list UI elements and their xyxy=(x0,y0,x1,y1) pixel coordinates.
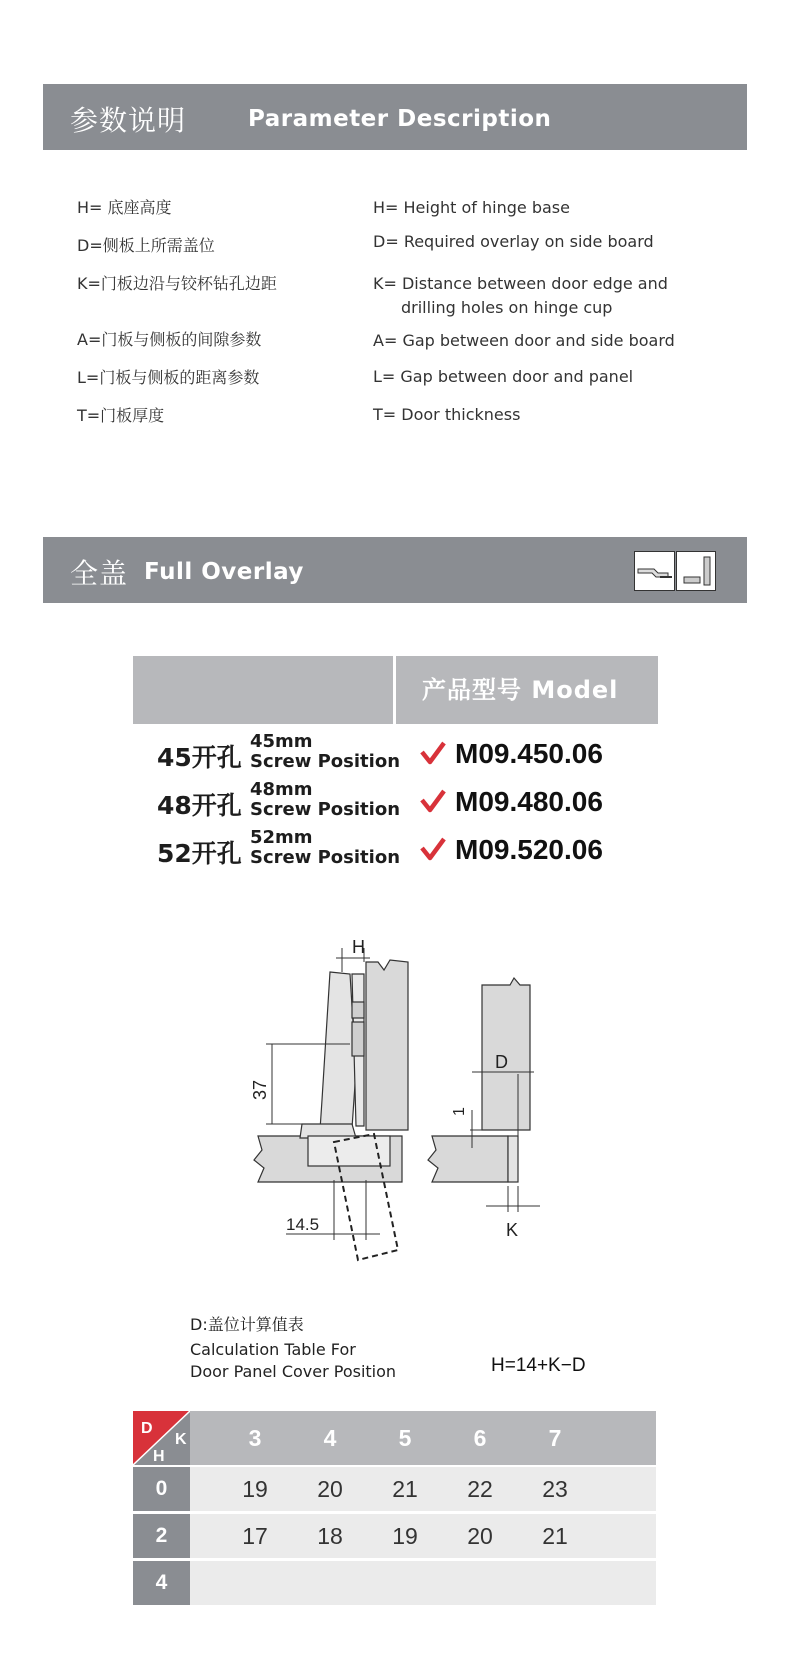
screw-position-cn: 45开孔 xyxy=(157,743,242,772)
hinge-diagram xyxy=(240,925,550,1265)
h-value: 4 xyxy=(133,1561,190,1605)
model-header: 产品型号 Model xyxy=(396,656,658,724)
d-value: 19 xyxy=(242,1476,268,1502)
k-value: 3 xyxy=(248,1425,262,1451)
side-panel xyxy=(366,960,408,1130)
param-en-k-cont: drilling holes on hinge cup xyxy=(401,298,613,317)
param-cn-h: H= 底座高度 xyxy=(77,198,172,217)
k-value: 7 xyxy=(548,1425,562,1451)
dim-h-label: H xyxy=(352,937,365,957)
full-overlay-title-en: Full Overlay xyxy=(144,559,304,585)
screw-position-mm: 45mm xyxy=(250,731,313,752)
param-en-l: L= Gap between door and panel xyxy=(373,367,634,386)
parameter-header xyxy=(43,84,747,150)
parameter-title-en: Parameter Description xyxy=(248,106,552,132)
h-value: 2 xyxy=(133,1514,190,1558)
hinge-arm xyxy=(320,972,356,1130)
screw-position-mm: 48mm xyxy=(250,779,313,800)
d-value: 21 xyxy=(392,1476,418,1502)
param-en-h: H= Height of hinge base xyxy=(373,198,570,217)
check-icon xyxy=(420,788,446,814)
model-code: M09.520.06 xyxy=(455,834,603,865)
d-value: 19 xyxy=(392,1523,418,1549)
param-cn-t: T=门板厚度 xyxy=(77,406,165,425)
dim-d-label: D xyxy=(495,1052,508,1072)
table-row xyxy=(133,1467,656,1511)
screw-position-label: Screw Position xyxy=(250,799,401,820)
d-value: 21 xyxy=(542,1523,568,1549)
param-en-t: T= Door thickness xyxy=(373,405,521,424)
dim-37-label: 37 xyxy=(250,1079,270,1100)
k-value: 4 xyxy=(323,1425,337,1451)
h-value: 0 xyxy=(133,1467,190,1511)
calc-title-en-2: Door Panel Cover Position xyxy=(190,1362,397,1381)
param-en-a: A= Gap between door and side board xyxy=(373,331,675,350)
full-overlay-header xyxy=(43,537,747,603)
model-row xyxy=(157,828,677,872)
full-overlay-title-cn: 全盖 xyxy=(70,557,129,590)
k-value: 6 xyxy=(473,1425,487,1451)
dim-14-5-label: 14.5 xyxy=(286,1215,320,1234)
param-en-d: D= Required overlay on side board xyxy=(373,232,654,251)
table-row xyxy=(133,1514,656,1558)
dim-1-label: 1 xyxy=(451,1107,468,1116)
parameter-title-cn: 参数说明 xyxy=(70,104,187,137)
calc-title-cn: D:盖位计算值表 xyxy=(190,1315,304,1334)
calc-title-en-1: Calculation Table For xyxy=(190,1340,356,1359)
check-icon xyxy=(420,836,446,862)
d-value: 20 xyxy=(317,1476,343,1502)
screw-position-label: Screw Position xyxy=(250,751,401,772)
model-row xyxy=(157,732,677,776)
d-value: 20 xyxy=(467,1523,493,1549)
model-header-blank xyxy=(133,656,393,724)
screw-position-cn: 52开孔 xyxy=(157,839,242,868)
corner-k-label: K xyxy=(175,1431,187,1448)
param-en-k: K= Distance between door edge and xyxy=(373,274,668,293)
table-row xyxy=(133,1561,656,1605)
param-cn-l: L=门板与侧板的距离参数 xyxy=(77,368,260,387)
model-code: M09.480.06 xyxy=(455,786,603,817)
hinge-cup xyxy=(308,1136,390,1166)
table-header-row xyxy=(133,1411,656,1465)
param-cn-k: K=门板边沿与铰杯钻孔边距 xyxy=(77,274,277,293)
door-right xyxy=(428,1136,508,1182)
param-cn-d: D=侧板上所需盖位 xyxy=(77,236,215,255)
dim-k-label: K xyxy=(506,1220,519,1240)
check-icon xyxy=(420,740,446,766)
screw-position-mm: 52mm xyxy=(250,827,313,848)
full-overlay-hinge-icon xyxy=(634,551,716,591)
k-value: 5 xyxy=(398,1425,412,1451)
table-corner xyxy=(133,1411,190,1465)
model-code: M09.450.06 xyxy=(455,738,603,769)
corner-h-label: H xyxy=(153,1448,165,1465)
model-row xyxy=(157,780,677,824)
calc-formula: H=14+K−D xyxy=(491,1355,586,1376)
corner-d-label: D xyxy=(141,1420,153,1437)
screw-position-cn: 48开孔 xyxy=(157,791,242,820)
screw-position-label: Screw Position xyxy=(250,847,401,868)
d-value: 23 xyxy=(542,1476,568,1502)
param-cn-a: A=门板与侧板的间隙参数 xyxy=(77,330,262,349)
d-value: 17 xyxy=(242,1523,268,1549)
d-value: 18 xyxy=(317,1523,343,1549)
d-value: 22 xyxy=(467,1476,493,1502)
